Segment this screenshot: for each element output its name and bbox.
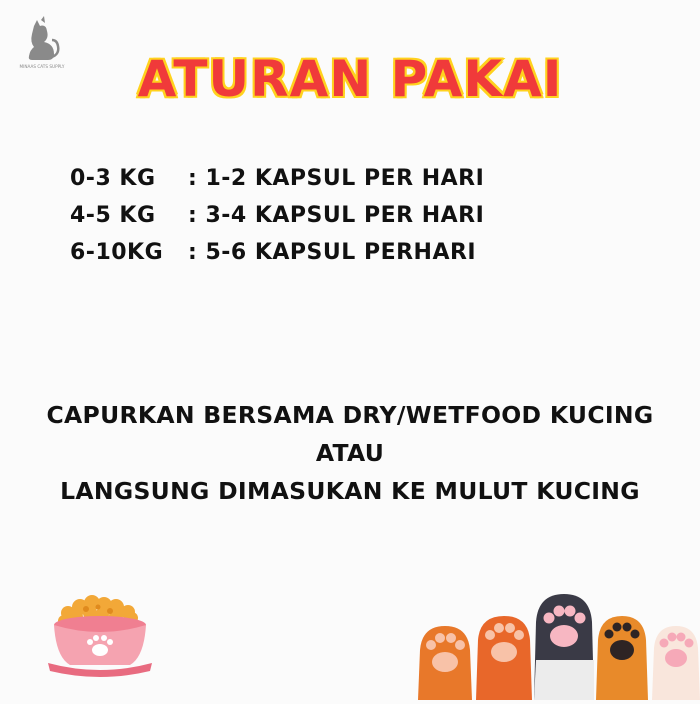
instruction-line-2: ATAU: [315, 439, 385, 467]
dosage-row: [70, 197, 484, 234]
usage-instructions: [0, 396, 700, 510]
dosage-weight: 4-5 KG: [70, 203, 156, 228]
food-bowl: [36, 585, 166, 685]
paw-2: [476, 616, 532, 700]
cat-paws: [410, 590, 700, 700]
dosage-row: [70, 234, 484, 271]
dosage-amount: : 1-2 KAPSUL PER HARI: [188, 166, 485, 191]
dosage-row: [70, 160, 484, 197]
instruction-line-1: CAPURKAN BERSAMA DRY/WETFOOD KUCING: [46, 401, 654, 429]
paw-1: [418, 626, 472, 700]
dosage-weight: 0-3 KG: [70, 166, 156, 191]
paw-3: [534, 594, 594, 700]
dosage-weight: 6-10KG: [70, 240, 164, 265]
dosage-amount: : 5-6 KAPSUL PERHARI: [188, 240, 477, 265]
dosage-amount: : 3-4 KAPSUL PER HARI: [188, 203, 485, 228]
food-bowl-icon: [36, 585, 166, 685]
paw-5: [652, 626, 700, 700]
page-title: ATURAN PAKAI: [137, 50, 563, 108]
cat-paws-icon: [410, 590, 700, 700]
logo-text: MINAAS CATS SUPPLY: [19, 64, 65, 69]
dosage-table: [70, 160, 484, 271]
paw-4: [596, 616, 648, 700]
instruction-line-3: LANGSUNG DIMASUKAN KE MULUT KUCING: [60, 477, 640, 505]
